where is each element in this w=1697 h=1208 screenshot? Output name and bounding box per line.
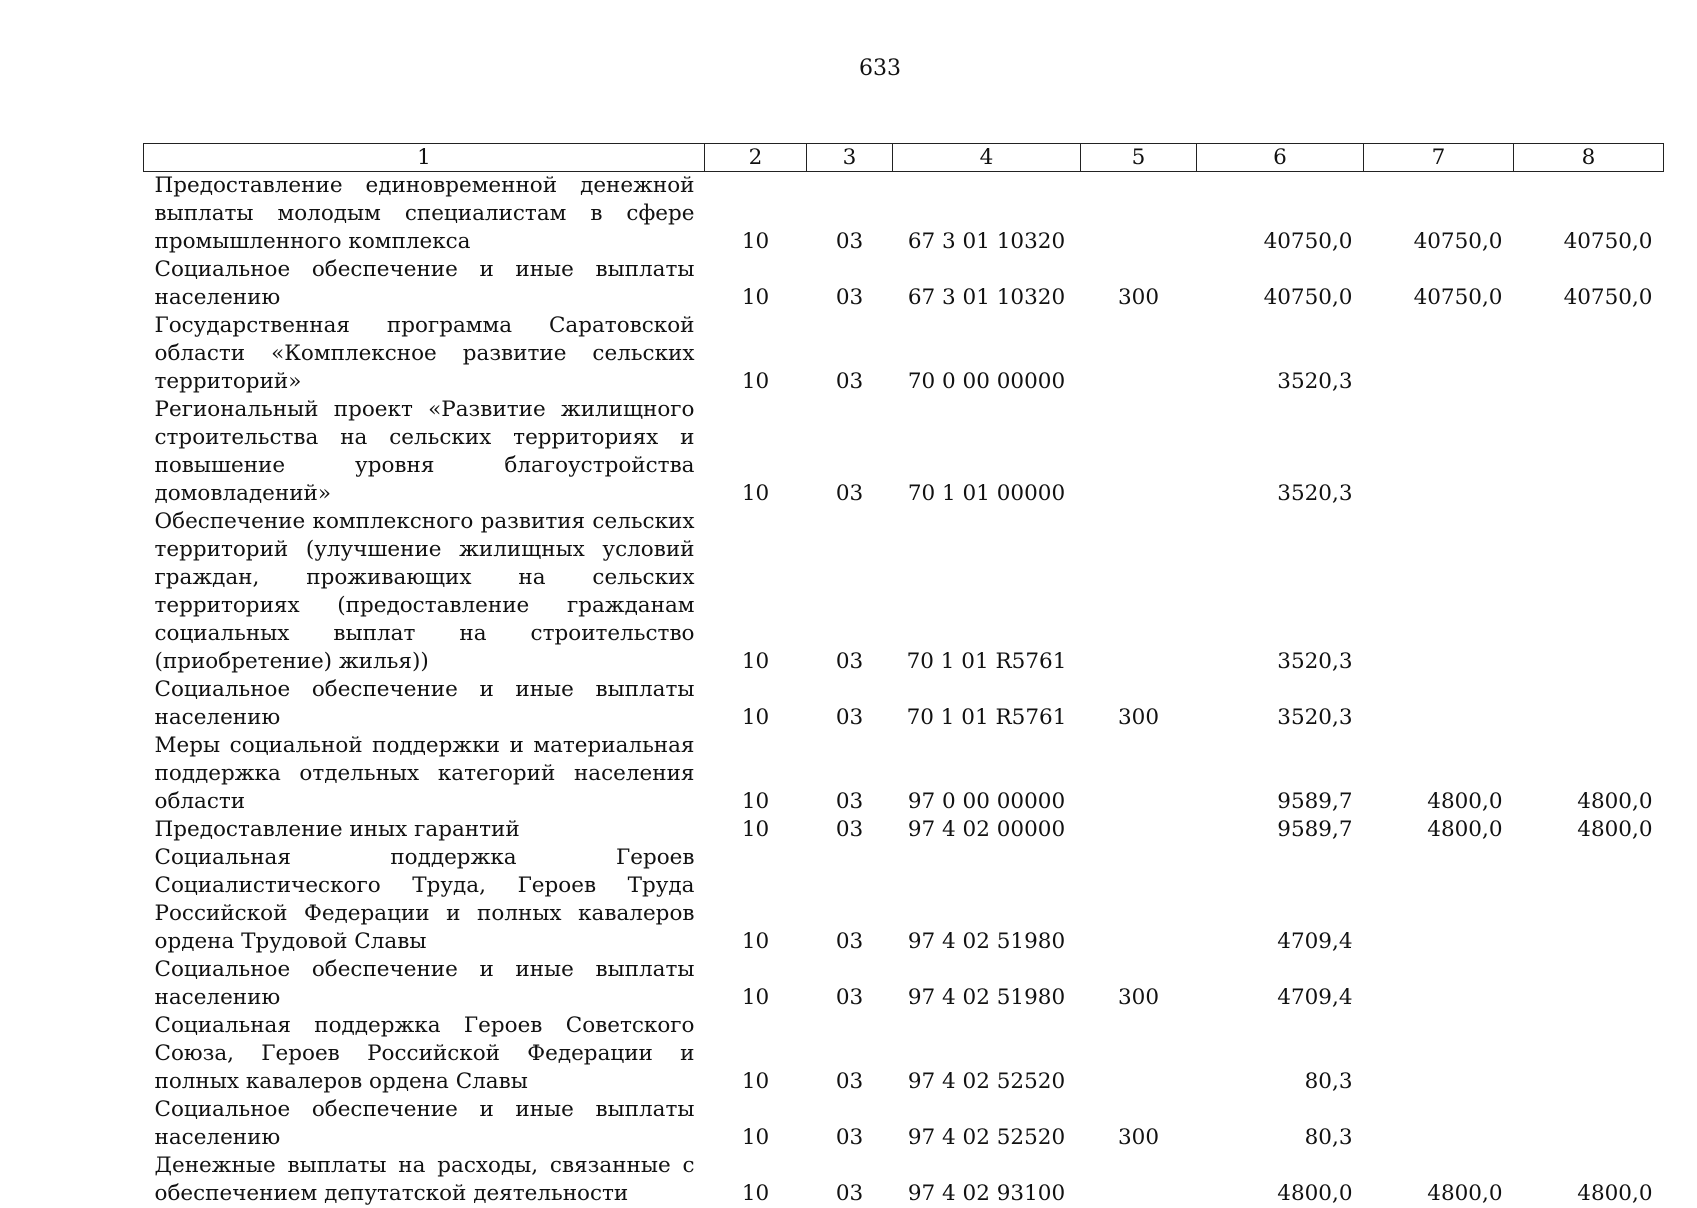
row-section: 10 <box>705 508 807 676</box>
header-col-3: 3 <box>807 144 893 172</box>
row-amount-col6: 9589,7 <box>1197 816 1364 844</box>
row-section: 10 <box>705 816 807 844</box>
row-name: Предоставление иных гарантий <box>144 816 705 844</box>
row-target-code: 97 4 02 52520 <box>893 1096 1081 1152</box>
row-target-code: 70 0 00 00000 <box>893 312 1081 396</box>
row-expense-type <box>1081 816 1197 844</box>
row-section: 10 <box>705 676 807 732</box>
row-amount-col7 <box>1364 312 1514 396</box>
row-name: Региональный проект «Развитие жилищного строительства на сельских территориях и повышение уровня благоустройства домовладений» <box>144 396 705 508</box>
budget-table <box>143 143 1664 1208</box>
table-row <box>144 172 1664 257</box>
row-expense-type <box>1081 312 1197 396</box>
row-amount-col7 <box>1364 1096 1514 1152</box>
row-amount-col7 <box>1364 508 1514 676</box>
row-expense-type: 300 <box>1081 256 1197 312</box>
table-row <box>144 256 1664 312</box>
row-amount-col8 <box>1514 312 1664 396</box>
row-amount-col8: 40750,0 <box>1514 256 1664 312</box>
row-name: Социальное обеспечение и иные выплаты населению <box>144 256 705 312</box>
row-name: Обеспечение комплексного развития сельских территорий (улучшение жилищных условий граждан, проживающих на сельских территориях (предоставление гражданам социальных выплат на строительство (приобретение) жилья)) <box>144 508 705 676</box>
row-target-code: 70 1 01 00000 <box>893 396 1081 508</box>
row-section: 10 <box>705 732 807 816</box>
row-name: Социальная поддержка Героев Социалистического Труда, Героев Труда Российской Федерации и полных кавалеров ордена Трудовой Славы <box>144 844 705 956</box>
row-amount-col8 <box>1514 508 1664 676</box>
table-row <box>144 956 1664 1012</box>
row-amount-col6: 4800,0 <box>1197 1152 1364 1208</box>
row-amount-col8: 4800,0 <box>1514 1152 1664 1208</box>
row-amount-col6: 3520,3 <box>1197 508 1364 676</box>
header-row <box>144 144 1664 172</box>
row-amount-col8 <box>1514 1012 1664 1096</box>
row-subsection: 03 <box>807 508 893 676</box>
row-target-code: 97 4 02 51980 <box>893 956 1081 1012</box>
row-target-code: 97 4 02 52520 <box>893 1012 1081 1096</box>
table-body <box>144 172 1664 1208</box>
row-subsection: 03 <box>807 844 893 956</box>
row-amount-col7 <box>1364 844 1514 956</box>
row-expense-type: 300 <box>1081 956 1197 1012</box>
table-row <box>144 312 1664 396</box>
header-col-8: 8 <box>1514 144 1664 172</box>
row-amount-col7 <box>1364 676 1514 732</box>
row-amount-col8 <box>1514 396 1664 508</box>
row-amount-col7: 40750,0 <box>1364 172 1514 257</box>
row-subsection: 03 <box>807 732 893 816</box>
table-row <box>144 676 1664 732</box>
row-amount-col8 <box>1514 844 1664 956</box>
row-subsection: 03 <box>807 956 893 1012</box>
row-amount-col6: 80,3 <box>1197 1096 1364 1152</box>
row-target-code: 97 4 02 51980 <box>893 844 1081 956</box>
row-name: Государственная программа Саратовской области «Комплексное развитие сельских территорий» <box>144 312 705 396</box>
table-row <box>144 816 1664 844</box>
row-amount-col8: 40750,0 <box>1514 172 1664 257</box>
row-amount-col6: 3520,3 <box>1197 396 1364 508</box>
row-section: 10 <box>705 844 807 956</box>
row-target-code: 70 1 01 R5761 <box>893 676 1081 732</box>
row-target-code: 97 4 02 93100 <box>893 1152 1081 1208</box>
row-amount-col7 <box>1364 396 1514 508</box>
row-expense-type <box>1081 732 1197 816</box>
row-target-code: 70 1 01 R5761 <box>893 508 1081 676</box>
row-amount-col6: 9589,7 <box>1197 732 1364 816</box>
row-subsection: 03 <box>807 1096 893 1152</box>
row-section: 10 <box>705 396 807 508</box>
row-amount-col7 <box>1364 1012 1514 1096</box>
row-amount-col7 <box>1364 956 1514 1012</box>
header-col-7: 7 <box>1364 144 1514 172</box>
row-amount-col6: 4709,4 <box>1197 844 1364 956</box>
table-row <box>144 844 1664 956</box>
row-expense-type: 300 <box>1081 676 1197 732</box>
row-subsection: 03 <box>807 1152 893 1208</box>
row-target-code: 67 3 01 10320 <box>893 256 1081 312</box>
row-amount-col6: 40750,0 <box>1197 172 1364 257</box>
header-col-4: 4 <box>893 144 1081 172</box>
table-header <box>144 144 1664 172</box>
row-subsection: 03 <box>807 172 893 257</box>
row-amount-col8 <box>1514 676 1664 732</box>
page-number: 633 <box>0 56 1697 81</box>
row-section: 10 <box>705 956 807 1012</box>
row-amount-col7: 4800,0 <box>1364 816 1514 844</box>
row-subsection: 03 <box>807 676 893 732</box>
row-subsection: 03 <box>807 816 893 844</box>
row-amount-col6: 3520,3 <box>1197 312 1364 396</box>
row-name: Меры социальной поддержки и материальная поддержка отдельных категорий населения области <box>144 732 705 816</box>
header-col-6: 6 <box>1197 144 1364 172</box>
row-name: Предоставление единовременной денежной выплаты молодым специалистам в сфере промышленного комплекса <box>144 172 705 257</box>
row-expense-type <box>1081 508 1197 676</box>
row-amount-col8: 4800,0 <box>1514 732 1664 816</box>
header-col-1: 1 <box>144 144 705 172</box>
row-expense-type <box>1081 172 1197 257</box>
row-target-code: 67 3 01 10320 <box>893 172 1081 257</box>
row-amount-col6: 80,3 <box>1197 1012 1364 1096</box>
row-amount-col6: 3520,3 <box>1197 676 1364 732</box>
row-amount-col7: 40750,0 <box>1364 256 1514 312</box>
row-amount-col6: 4709,4 <box>1197 956 1364 1012</box>
header-col-5: 5 <box>1081 144 1197 172</box>
row-section: 10 <box>705 256 807 312</box>
row-name: Социальное обеспечение и иные выплаты населению <box>144 956 705 1012</box>
row-name: Социальное обеспечение и иные выплаты населению <box>144 676 705 732</box>
row-section: 10 <box>705 1012 807 1096</box>
row-expense-type <box>1081 396 1197 508</box>
row-amount-col7: 4800,0 <box>1364 1152 1514 1208</box>
row-section: 10 <box>705 1096 807 1152</box>
row-name: Социальная поддержка Героев Советского Союза, Героев Российской Федерации и полных кавалеров ордена Славы <box>144 1012 705 1096</box>
row-section: 10 <box>705 172 807 257</box>
row-name: Социальное обеспечение и иные выплаты населению <box>144 1096 705 1152</box>
row-subsection: 03 <box>807 312 893 396</box>
row-expense-type <box>1081 844 1197 956</box>
row-section: 10 <box>705 312 807 396</box>
row-subsection: 03 <box>807 256 893 312</box>
row-amount-col8: 4800,0 <box>1514 816 1664 844</box>
row-target-code: 97 4 02 00000 <box>893 816 1081 844</box>
row-expense-type: 300 <box>1081 1096 1197 1152</box>
row-name: Денежные выплаты на расходы, связанные с обеспечением депутатской деятельности <box>144 1152 705 1208</box>
table-row <box>144 508 1664 676</box>
row-expense-type <box>1081 1012 1197 1096</box>
table-row <box>144 732 1664 816</box>
row-section: 10 <box>705 1152 807 1208</box>
row-subsection: 03 <box>807 396 893 508</box>
table-row <box>144 1012 1664 1096</box>
row-amount-col7: 4800,0 <box>1364 732 1514 816</box>
header-col-2: 2 <box>705 144 807 172</box>
row-amount-col6: 40750,0 <box>1197 256 1364 312</box>
row-amount-col8 <box>1514 956 1664 1012</box>
table-row <box>144 396 1664 508</box>
row-amount-col8 <box>1514 1096 1664 1152</box>
table-row <box>144 1096 1664 1152</box>
row-target-code: 97 0 00 00000 <box>893 732 1081 816</box>
row-subsection: 03 <box>807 1012 893 1096</box>
